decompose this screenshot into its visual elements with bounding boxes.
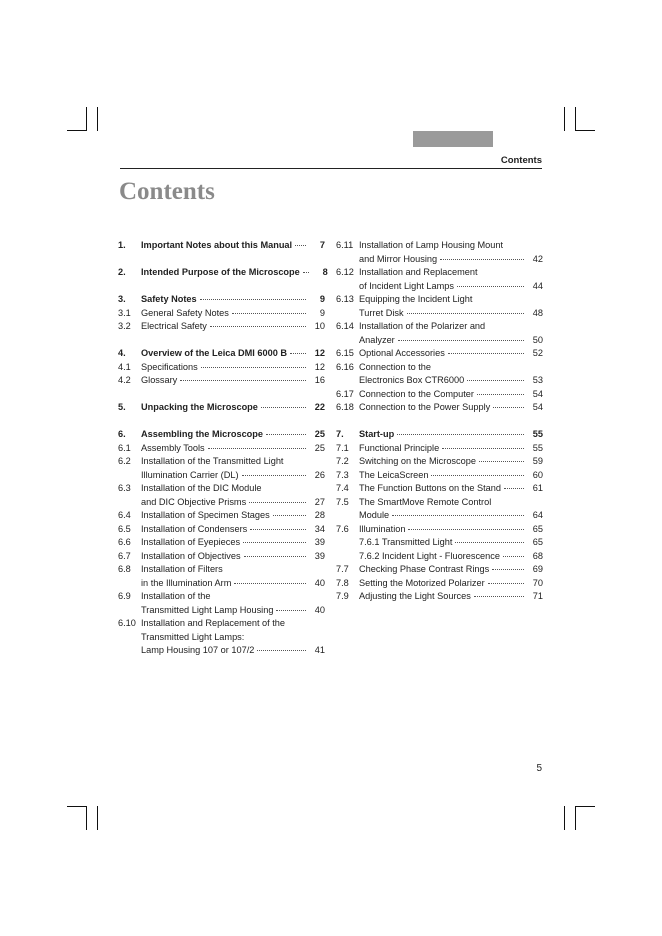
dot-leader <box>261 407 306 408</box>
toc-entry-number: 6.1 <box>118 442 131 453</box>
toc-entry-page: 53 <box>532 375 543 385</box>
toc-entry-title: Installation of Filters <box>141 564 223 574</box>
toc-entry-number: 6. <box>118 429 126 439</box>
toc-entry-page: 60 <box>532 469 543 480</box>
dot-leader <box>477 394 524 395</box>
toc-entry-title: Installation and Replacement of the <box>141 618 286 628</box>
toc-entry-page: 61 <box>532 483 543 493</box>
toc-entry-title: Start-up <box>359 429 395 439</box>
toc-entry[interactable] <box>336 239 543 266</box>
toc-entry-number: 7. <box>336 429 344 439</box>
toc-entry-title: and DIC Objective Prisms <box>141 496 247 507</box>
toc-entry[interactable] <box>336 293 543 320</box>
toc-entry[interactable] <box>118 374 325 388</box>
toc-entry-page: 68 <box>532 550 543 561</box>
dot-leader <box>431 475 524 476</box>
toc-entry[interactable] <box>336 523 543 537</box>
toc-entry-number: 6.14 <box>336 321 354 331</box>
toc-entry[interactable] <box>118 523 325 537</box>
toc-entry-page: 26 <box>314 469 325 480</box>
toc-entry[interactable] <box>118 590 325 617</box>
toc-entry-number: 7.8 <box>336 577 349 588</box>
toc-entry[interactable] <box>336 388 543 402</box>
dot-leader <box>244 556 306 557</box>
toc-entry-number: 7.3 <box>336 469 349 480</box>
toc-entry-page: 12 <box>314 348 325 358</box>
toc-entry[interactable] <box>336 563 543 577</box>
toc-entry-number: 6.17 <box>336 388 354 399</box>
header-rule <box>120 168 542 169</box>
toc-entry-title: Installation of Eyepieces <box>141 537 241 547</box>
toc-entry-title: The Function Buttons on the Stand <box>359 483 501 493</box>
toc-entry-title: Equipping the Incident Light <box>359 294 473 304</box>
toc-entry-title: Setting the Motorized Polarizer <box>359 577 485 588</box>
toc-entry-number: 6.8 <box>118 564 131 574</box>
toc-entry-page: 54 <box>532 402 543 412</box>
toc-entry-number: 6.15 <box>336 348 354 358</box>
toc-entry[interactable] <box>336 496 543 523</box>
dot-leader <box>276 610 306 611</box>
toc-entry-title: Connection to the Computer <box>359 388 474 399</box>
toc-entry-page: 48 <box>532 307 543 318</box>
toc-entry[interactable] <box>118 347 325 361</box>
toc-entry-page: 41 <box>314 645 325 655</box>
toc-entry-title: Illumination Carrier (DL) <box>141 469 239 480</box>
toc-entry-page: 42 <box>532 253 543 264</box>
dot-leader <box>492 569 524 570</box>
dot-leader <box>398 340 524 341</box>
toc-entry-page: 8 <box>322 267 328 277</box>
toc-entry-number: 6.7 <box>118 550 131 561</box>
toc-entry[interactable] <box>336 536 543 550</box>
toc-left-column <box>118 239 328 658</box>
toc-entry-number: 6.3 <box>118 483 131 493</box>
toc-entry-page: 28 <box>314 510 325 520</box>
toc-entry[interactable] <box>118 563 325 590</box>
toc-entry-title: Installation of Objectives <box>141 550 241 561</box>
toc-entry-title: Installation of Specimen Stages <box>141 510 270 520</box>
dot-leader <box>243 542 306 543</box>
toc-entry-title: The SmartMove Remote Control <box>359 496 492 507</box>
toc-entry-number: 7.1 <box>336 442 349 453</box>
toc-entry[interactable] <box>336 347 543 361</box>
toc-entry-title: Specifications <box>141 361 198 372</box>
toc-entry[interactable] <box>118 401 325 415</box>
toc-entry[interactable] <box>336 428 543 442</box>
toc-entry[interactable] <box>336 469 543 483</box>
toc-entry-number: 3.1 <box>118 307 131 318</box>
toc-entry-title: Switching on the Microscope <box>359 456 476 466</box>
page-title: Contents <box>119 178 215 205</box>
toc-entry-title: Connection to the Power Supply <box>359 402 491 412</box>
toc-entry-title: Installation of the DIC Module <box>141 483 262 493</box>
toc-entry-title: Transmitted Light Lamps: <box>141 631 245 642</box>
toc-entry[interactable] <box>118 361 325 375</box>
toc-entry[interactable] <box>336 320 543 347</box>
dot-leader <box>210 326 306 327</box>
toc-entry-title: 7.6.2 Incident Light - Fluorescence <box>359 550 500 561</box>
dot-leader <box>474 596 524 597</box>
toc-entry[interactable] <box>118 536 325 550</box>
crop-mark <box>575 806 595 807</box>
dot-leader <box>442 448 524 449</box>
toc-entry-title: of Incident Light Lamps <box>359 280 454 291</box>
toc-entry[interactable] <box>118 293 325 307</box>
toc-entry-page: 25 <box>314 442 325 453</box>
dot-leader <box>266 434 306 435</box>
toc-entry-number: 6.2 <box>118 456 131 466</box>
toc-entry-title: Installation of the Polarizer and <box>359 321 486 331</box>
toc-entry-number: 6.4 <box>118 510 131 520</box>
dot-leader <box>249 502 306 503</box>
crop-mark <box>575 107 576 131</box>
crop-mark <box>575 130 595 131</box>
toc-entry-page: 71 <box>532 591 543 601</box>
toc-entry-page: 25 <box>314 429 325 439</box>
toc-entry-number: 6.12 <box>336 267 354 277</box>
crop-mark <box>67 806 87 807</box>
toc-entry-title: Functional Principle <box>359 442 440 453</box>
toc-entry-number: 3.2 <box>118 321 131 331</box>
toc-entry[interactable] <box>118 320 325 334</box>
dot-leader <box>448 353 524 354</box>
toc-entry-number: 6.16 <box>336 361 354 372</box>
toc-entry-title: Electrical Safety <box>141 321 207 331</box>
toc-entry-number: 4. <box>118 348 126 358</box>
toc-entry[interactable] <box>336 361 543 388</box>
toc-entry-number: 6.6 <box>118 537 131 547</box>
toc-entry-title: General Safety Notes <box>141 307 229 318</box>
toc-entry-page: 44 <box>532 280 543 291</box>
toc-entry[interactable] <box>336 266 543 293</box>
toc-entry-number: 6.11 <box>336 240 354 250</box>
toc-entry[interactable] <box>118 442 325 456</box>
toc-entry-number: 7.7 <box>336 564 349 574</box>
section-tab-marker <box>413 131 493 147</box>
toc-entry-title: Assembly Tools <box>141 442 205 453</box>
toc-entry[interactable] <box>336 550 543 564</box>
toc-entry-number: 6.13 <box>336 294 354 304</box>
dot-leader <box>250 529 306 530</box>
dot-leader <box>273 515 306 516</box>
toc-entry-page: 9 <box>319 307 325 318</box>
toc-entry-title: Unpacking the Microscope <box>141 402 258 412</box>
dot-leader <box>208 448 306 449</box>
dot-leader <box>242 475 306 476</box>
dot-leader <box>467 380 524 381</box>
toc-entry-page: 54 <box>532 388 543 399</box>
toc-entry[interactable] <box>118 266 328 280</box>
dot-leader <box>392 515 524 516</box>
dot-leader <box>457 286 524 287</box>
toc-entry-title: Overview of the Leica DMI 6000 B <box>141 348 288 358</box>
dot-leader <box>303 272 309 273</box>
toc-entry-number: 7.9 <box>336 591 349 601</box>
toc-entry-number: 7.5 <box>336 496 349 507</box>
toc-entry-page: 16 <box>314 375 325 385</box>
dot-leader <box>290 353 306 354</box>
toc-entry-page: 12 <box>314 361 325 372</box>
toc-entry[interactable] <box>118 482 325 509</box>
toc-entry-page: 40 <box>314 577 325 588</box>
toc-entry-number: 7.6 <box>336 523 349 534</box>
crop-mark <box>86 806 87 830</box>
toc-entry[interactable] <box>118 455 325 482</box>
toc-entry-title: Illumination <box>359 523 406 534</box>
toc-entry-page: 70 <box>532 577 543 588</box>
toc-entry-title: Glossary <box>141 375 178 385</box>
toc-entry-page: 40 <box>314 604 325 615</box>
toc-entry[interactable] <box>118 428 325 442</box>
toc-entry[interactable] <box>118 307 325 321</box>
toc-entry-title: Analyzer <box>359 334 395 345</box>
crop-mark <box>97 806 98 830</box>
toc-entry-title: Lamp Housing 107 or 107/2 <box>141 645 255 655</box>
toc-entry-number: 7.2 <box>336 456 349 466</box>
toc-entry-page: 27 <box>314 496 325 507</box>
crop-mark <box>86 107 87 131</box>
toc-entry[interactable] <box>336 401 543 415</box>
toc-entry[interactable] <box>118 550 325 564</box>
toc-entry-number: 1. <box>118 240 126 250</box>
dot-leader <box>504 488 524 489</box>
toc-entry-number: 7.4 <box>336 483 349 493</box>
toc-entry-number: 6.18 <box>336 402 354 412</box>
toc-entry-page: 39 <box>314 550 325 561</box>
toc-entry-title: Electronics Box CTR6000 <box>359 375 465 385</box>
running-head: Contents <box>500 155 542 166</box>
toc-entry-page: 50 <box>532 334 543 345</box>
toc-entry-page: 55 <box>532 442 543 453</box>
toc-entry[interactable] <box>118 509 325 523</box>
toc-entry[interactable] <box>336 442 543 456</box>
toc-entry-page: 7 <box>319 240 325 250</box>
toc-entry-page: 69 <box>532 564 543 574</box>
toc-entry-title: Assembling the Microscope <box>141 429 264 439</box>
toc-entry[interactable] <box>118 617 325 658</box>
toc-entry-page: 65 <box>532 537 543 547</box>
toc-entry[interactable] <box>336 455 543 469</box>
dot-leader <box>234 583 306 584</box>
dot-leader <box>180 380 306 381</box>
toc-entry[interactable] <box>336 482 543 496</box>
dot-leader <box>200 299 306 300</box>
dot-leader <box>408 529 524 530</box>
dot-leader <box>488 583 524 584</box>
crop-mark <box>97 107 98 131</box>
crop-mark <box>575 806 576 830</box>
crop-mark <box>564 806 565 830</box>
toc-entry-number: 4.1 <box>118 361 131 372</box>
dot-leader <box>440 259 524 260</box>
toc-entry-number: 5. <box>118 402 126 412</box>
crop-mark <box>564 107 565 131</box>
toc-entry[interactable] <box>118 239 325 253</box>
toc-entry-number: 4.2 <box>118 375 131 385</box>
toc-entry-title: Intended Purpose of the Microscope <box>141 267 300 277</box>
toc-entry-title: Module <box>359 510 390 520</box>
toc-entry-title: Installation of the <box>141 591 211 601</box>
toc-entry-title: Installation and Replacement <box>359 267 478 277</box>
toc-entry-number: 3. <box>118 294 126 304</box>
toc-entry-page: 55 <box>532 429 543 439</box>
toc-entry-title: Adjusting the Light Sources <box>359 591 471 601</box>
toc-entry-title: Safety Notes <box>141 294 197 304</box>
toc-entry-title: Transmitted Light Lamp Housing <box>141 604 274 615</box>
dot-leader <box>407 313 524 314</box>
page-number: 5 <box>536 763 542 774</box>
toc-entry-title: Installation of Lamp Housing Mount <box>359 240 504 250</box>
dot-leader <box>493 407 524 408</box>
toc-entry-title: Installation of the Transmitted Light <box>141 456 284 466</box>
toc-entry-number: 6.10 <box>118 618 136 628</box>
toc-entry-title: Turret Disk <box>359 307 404 318</box>
toc-entry-number: 6.9 <box>118 591 131 601</box>
toc-entry-title: Connection to the <box>359 361 432 372</box>
dot-leader <box>295 245 306 246</box>
toc-entry-title: in the Illumination Arm <box>141 577 232 588</box>
dot-leader <box>232 313 306 314</box>
toc-entry[interactable] <box>336 577 543 591</box>
toc-entry-title: The LeicaScreen <box>359 469 429 480</box>
toc-entry-page: 64 <box>532 510 543 520</box>
toc-entry-page: 65 <box>532 523 543 534</box>
toc-entry-title: Important Notes about this Manual <box>141 240 293 250</box>
toc-entry-title: 7.6.1 Transmitted Light <box>359 537 453 547</box>
toc-entry-page: 34 <box>314 523 325 534</box>
toc-entry-page: 59 <box>532 456 543 466</box>
toc-entry-page: 10 <box>314 321 325 331</box>
dot-leader <box>257 650 306 651</box>
toc-entry-page: 52 <box>532 348 543 358</box>
toc-entry-page: 22 <box>314 402 325 412</box>
toc-entry-number: 6.5 <box>118 523 131 534</box>
toc-entry-number: 2. <box>118 267 126 277</box>
dot-leader <box>455 542 524 543</box>
toc-entry-title: Optional Accessories <box>359 348 445 358</box>
toc-entry[interactable] <box>336 590 543 604</box>
dot-leader <box>397 434 524 435</box>
toc-entry-page: 39 <box>314 537 325 547</box>
crop-mark <box>67 130 87 131</box>
dot-leader <box>201 367 306 368</box>
toc-entry-page: 9 <box>319 294 325 304</box>
toc-right-column <box>336 239 543 604</box>
toc-entry-title: and Mirror Housing <box>359 253 438 264</box>
dot-leader <box>479 461 524 462</box>
toc-entry-title: Installation of Condensers <box>141 523 248 534</box>
toc-entry-title: Checking Phase Contrast Rings <box>359 564 490 574</box>
dot-leader <box>503 556 524 557</box>
